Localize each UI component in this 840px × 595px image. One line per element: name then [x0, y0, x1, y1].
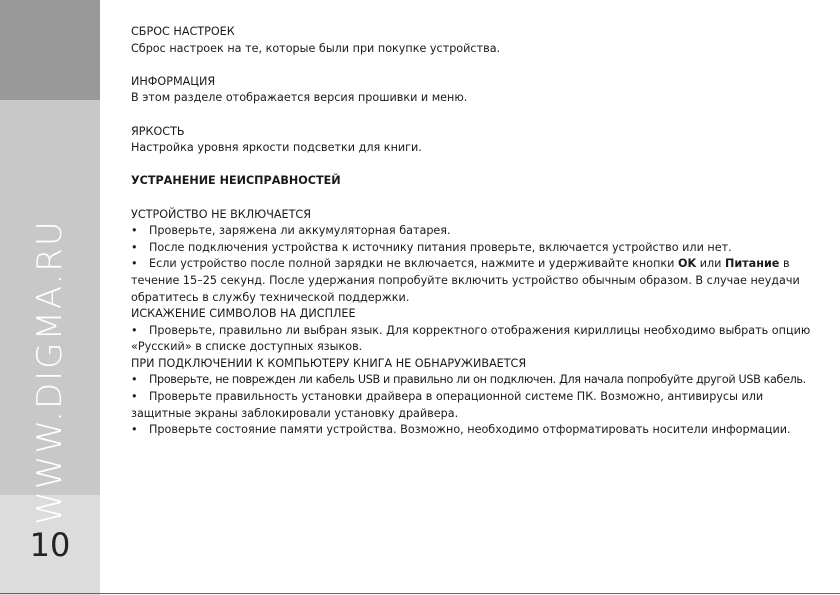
bullet: •: [131, 240, 138, 254]
pc-bullet-1: Проверьте, не поврежден ли кабель USB и правильно ли он подключен. Для начала попробуйте другой USB кабель.: [149, 373, 806, 387]
bottom-rule: [0, 593, 840, 594]
no-power-title: УСТРОЙСТВО НЕ ВКЛЮЧАЕТСЯ: [131, 207, 312, 221]
reset-title: СБРОС НАСТРОЕК: [131, 25, 235, 38]
brightness-title: ЯРКОСТЬ: [131, 124, 185, 138]
no-power-bullet-3a: Если устройство после полной зарядки не включается, нажмите и удерживайте кнопки: [149, 257, 678, 271]
list-item: [131, 323, 811, 356]
no-power-bullet-3b: в течение 15–25 секунд. После удержания попробуйте включить устройство обычным образом. В случае неудачи обратитесь в службу технической поддержки.: [131, 257, 800, 304]
no-power-bullet-1: Проверьте, заряжена ли аккумуляторная батарея.: [149, 224, 451, 238]
pc-bullet-3: Проверьте состояние памяти устройства. Возможно, необходимо отформатировать носители информации.: [149, 423, 791, 437]
list-item: [131, 422, 811, 439]
ok-button-label: OK: [677, 257, 697, 271]
list-item: [131, 223, 811, 240]
page-number: 10: [29, 526, 71, 564]
spacer: [131, 157, 811, 174]
troubleshooting-title: УСТРАНЕНИЕ НЕИСПРАВНОСТЕЙ: [131, 174, 341, 188]
info-title: ИНФОРМАЦИЯ: [131, 74, 216, 88]
glyph-title: ИСКАЖЕНИЕ СИМВОЛОВ НА ДИСПЛЕЕ: [131, 307, 356, 321]
list-item: [131, 256, 811, 306]
bullet: •: [131, 423, 138, 437]
info-text: В этом разделе отображается версия прошивки и меню.: [131, 91, 468, 105]
pc-title: ПРИ ПОДКЛЮЧЕНИИ К КОМПЬЮТЕРУ КНИГА НЕ ОБНАРУЖИВАЕТСЯ: [131, 356, 527, 370]
sidebar-top-block: [0, 0, 100, 100]
reset-text: Сброс настроек на те, которые были при покупке устройства.: [131, 41, 501, 55]
bullet: •: [131, 390, 138, 404]
list-item: [131, 372, 811, 389]
sidebar: [0, 0, 100, 595]
glyph-bullet-1: Проверьте, правильно ли выбран язык. Для корректного отображения кириллицы необходимо выбрать опцию «Русский» в списке доступных языков.: [131, 323, 811, 354]
spacer: [131, 107, 811, 124]
brightness-text: Настройка уровня яркости подсветки для книги.: [131, 141, 422, 155]
bullet: •: [131, 224, 138, 238]
power-button-label: Питание: [724, 257, 780, 271]
list-item: [131, 240, 811, 257]
list-item: [131, 389, 811, 422]
page-content: [131, 24, 811, 439]
spacer: [131, 190, 811, 207]
bullet: •: [131, 323, 138, 337]
website-vertical-text: WWW.DIGMA.RU: [30, 219, 70, 525]
no-power-bullet-2: После подключения устройства к источнику питания проверьте, включается устройство или нет.: [149, 240, 732, 254]
or-text: или: [696, 257, 725, 271]
spacer: [131, 57, 811, 74]
bullet: •: [131, 373, 138, 387]
bullet: •: [131, 257, 138, 271]
pc-bullet-2: Проверьте правильность установки драйвера в операционной системе ПК. Возможно, антивирусы или защитные экраны заблокировали установку драйвера.: [131, 390, 764, 420]
